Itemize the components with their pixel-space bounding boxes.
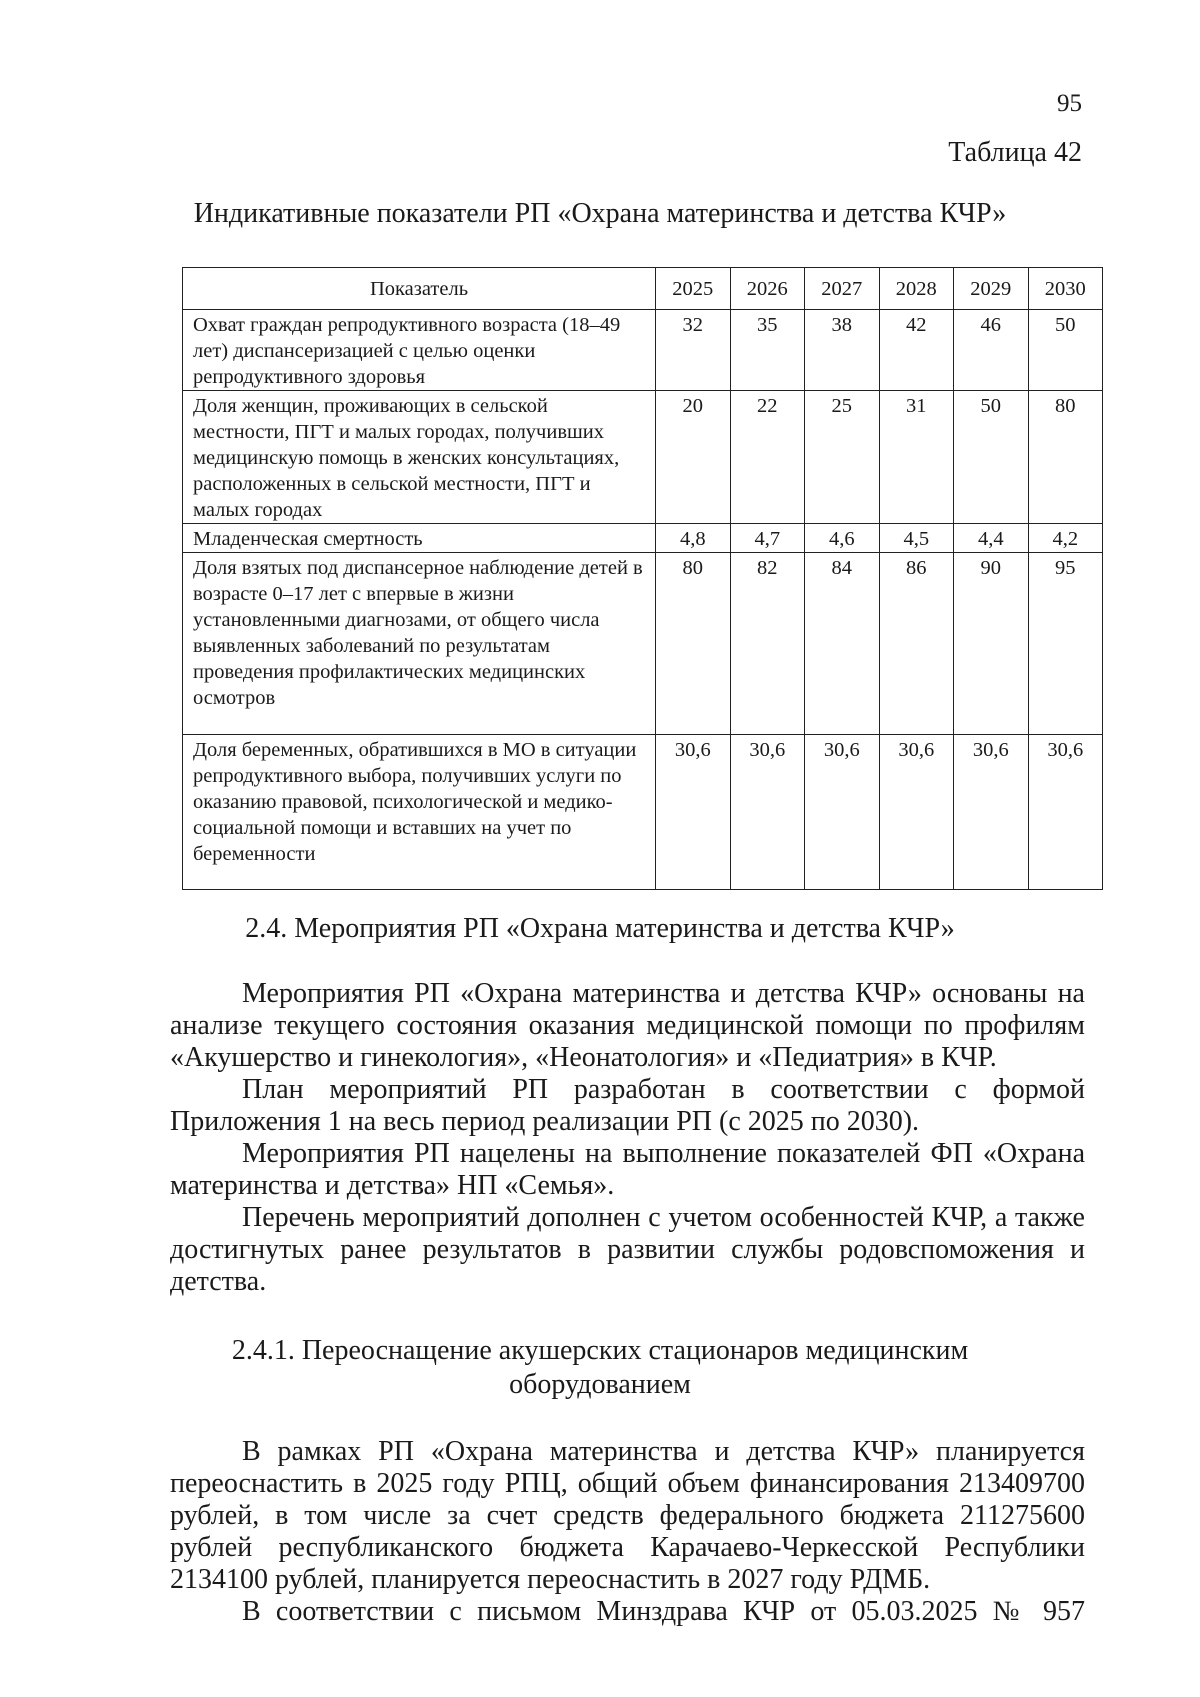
indicator-value: 31 (879, 391, 954, 524)
indicator-value: 4,8 (656, 524, 731, 553)
page-number: 95 (1057, 90, 1082, 117)
indicator-name: Младенческая смертность (183, 524, 656, 553)
indicator-value: 22 (730, 391, 805, 524)
indicator-value: 50 (1028, 310, 1103, 391)
indicator-value: 42 (879, 310, 954, 391)
section-heading: 2.4. Мероприятия РП «Охрана материнства и детства КЧР» (245, 913, 955, 944)
header-year: 2025 (656, 268, 731, 310)
indicator-value: 82 (730, 553, 805, 735)
subsection-heading: 2.4.1. Переоснащение акушерских стационаров медицинским (231, 1335, 969, 1366)
table-title: Индикативные показатели РП «Охрана материнства и детства КЧР» (193, 198, 1007, 229)
indicator-value: 90 (954, 553, 1029, 735)
indicator-name: Охват граждан репродуктивного возраста (18–49 лет) диспансеризацией с целью оценки репродуктивного здоровья (183, 310, 656, 391)
paragraph: В рамках РП «Охрана материнства и детства КЧР» планируется переоснастить в 2025 году РПЦ, общий объем финансирования 213409700 рублей, в том числе за счет средств федерального бюджета 211275600 рублей республиканского бюджета Карачаево-Черкесской Республики 2134100 рублей, планируется переоснастить в 2027 году РДМБ. (170, 1436, 1085, 1595)
table-row (183, 524, 1103, 553)
indicator-value: 4,5 (879, 524, 954, 553)
paragraph: В соответствии с письмом Минздрава КЧР от 05.03.2025 № 957 (242, 1596, 1085, 1627)
header-year: 2027 (805, 268, 880, 310)
table-label: Таблица 42 (948, 137, 1082, 168)
indicator-value: 38 (805, 310, 880, 391)
indicator-value: 4,7 (730, 524, 805, 553)
header-indicator: Показатель (183, 268, 656, 310)
indicator-value: 30,6 (730, 735, 805, 890)
indicator-value: 86 (879, 553, 954, 735)
indicator-value: 30,6 (656, 735, 731, 890)
indicator-value: 30,6 (1028, 735, 1103, 890)
indicator-name: Доля взятых под диспансерное наблюдение детей в возрасте 0–17 лет с впервые в жизни установленными диагнозами, от общего числа выявленных заболеваний по результатам проведения профилактических медицинских осмотров (183, 553, 656, 735)
indicator-value: 84 (805, 553, 880, 735)
header-year: 2028 (879, 268, 954, 310)
paragraph: Мероприятия РП нацелены на выполнение показателей ФП «Охрана материнства и детства» НП «Семья». (170, 1138, 1085, 1201)
indicator-value: 4,2 (1028, 524, 1103, 553)
indicator-value: 35 (730, 310, 805, 391)
paragraph: План мероприятий РП разработан в соответствии с формой Приложения 1 на весь период реализации РП (с 2025 по 2030). (170, 1074, 1085, 1137)
indicator-value: 30,6 (805, 735, 880, 890)
indicator-value: 80 (1028, 391, 1103, 524)
paragraph: Перечень мероприятий дополнен с учетом особенностей КЧР, а также достигнутых ранее результатов в развитии службы родовспоможения и детства. (170, 1202, 1085, 1297)
table-row (183, 553, 1103, 735)
table-row (183, 310, 1103, 391)
paragraph: Мероприятия РП «Охрана материнства и детства КЧР» основаны на анализе текущего состояния оказания медицинской помощи по профилям «Акушерство и гинекология», «Неонатология» и «Педиатрия» в КЧР. (170, 978, 1085, 1073)
subsection-heading: оборудованием (509, 1369, 691, 1400)
indicator-name: Доля беременных, обратившихся в МО в ситуации репродуктивного выбора, получивших услуги по оказанию правовой, психологической и медико-социальной помощи и вставших на учет по беременности (183, 735, 656, 890)
indicator-value: 30,6 (879, 735, 954, 890)
header-year: 2026 (730, 268, 805, 310)
indicator-value: 30,6 (954, 735, 1029, 890)
indicator-value: 4,4 (954, 524, 1029, 553)
indicator-value: 46 (954, 310, 1029, 391)
indicator-value: 20 (656, 391, 731, 524)
indicators-table (182, 267, 1103, 890)
indicator-name: Доля женщин, проживающих в сельской местности, ПГТ и малых городах, получивших медицинскую помощь в женских консультациях, расположенных в сельской местности, ПГТ и малых городах (183, 391, 656, 524)
indicator-value: 25 (805, 391, 880, 524)
table-header-row (183, 268, 1103, 310)
table-row (183, 391, 1103, 524)
header-year: 2030 (1028, 268, 1103, 310)
table-row (183, 735, 1103, 890)
indicator-value: 32 (656, 310, 731, 391)
indicator-value: 50 (954, 391, 1029, 524)
header-year: 2029 (954, 268, 1029, 310)
indicator-value: 4,6 (805, 524, 880, 553)
indicator-value: 95 (1028, 553, 1103, 735)
indicator-value: 80 (656, 553, 731, 735)
